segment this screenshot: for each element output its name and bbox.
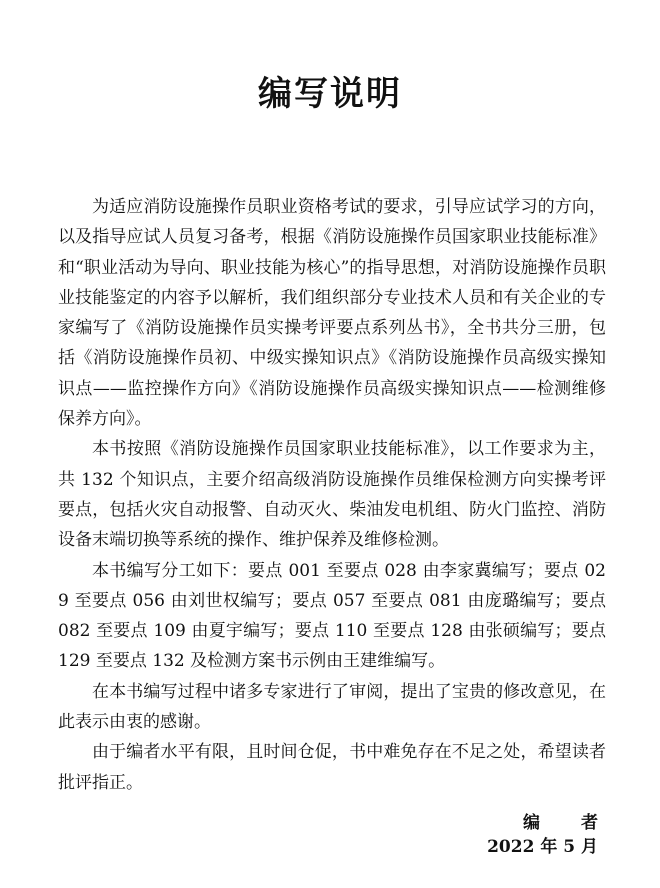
paragraph-authors: 本书编写分工如下：要点 001 至要点 028 由李家冀编写；要点 029 至要点 056 由刘世权编写；要点 057 至要点 081 由庞璐编写；要点 082 至要点 109 由夏宇编写；要点 110 至要点 128 由张硕编写；要点 129 至要点 132 及检测方案书示例由王建维编写。 <box>58 560 606 672</box>
paragraph-thanks: 在本书编写过程中诸多专家进行了审阅，提出了宝贵的修改意见，在此表示由衷的感谢。 <box>58 681 606 733</box>
signature-date: 2022 年 5 月 <box>487 837 598 857</box>
paragraph-feedback: 由于编者水平有限，且时间仓促，书中难免存在不足之处，希望读者批评指正。 <box>58 742 606 793</box>
paragraph-content: 本书按照《消防设施操作员国家职业技能标准》，以工作要求为主，共 132 个知识点，主要介绍高级消防设施操作员维保检测方向实操考评要点，包括火灾自动报警、自动灭火、柴油发电机组、防火门监控、消防设备末端切换等系统的操作、维护保养及维修检测。 <box>58 439 606 551</box>
paragraph-purpose: 为适应消防设施操作员职业资格考试的要求，引导应试学习的方向，以及指导应试人员复习备考，根据《消防设施操作员国家职业技能标准》和“职业活动为导向、职业技能为核心”的指导思想，对消防设施操作员职业技能鉴定的内容予以解析，我们组织部分专业技术人员和有关企业的专家编写了《消防设施操作员实操考评要点系列丛书》，全书共分三册，包括《消防设施操作员初、中级实操知识点》《消防设施操作员高级实操知识点——监控操作方向》《消防设施操作员高级实操知识点——检测维修保养方向》。 <box>58 197 606 430</box>
signature-author: 编 者 <box>523 813 610 833</box>
page-title: 编写说明 <box>258 74 402 114</box>
body-text <box>58 192 606 798</box>
